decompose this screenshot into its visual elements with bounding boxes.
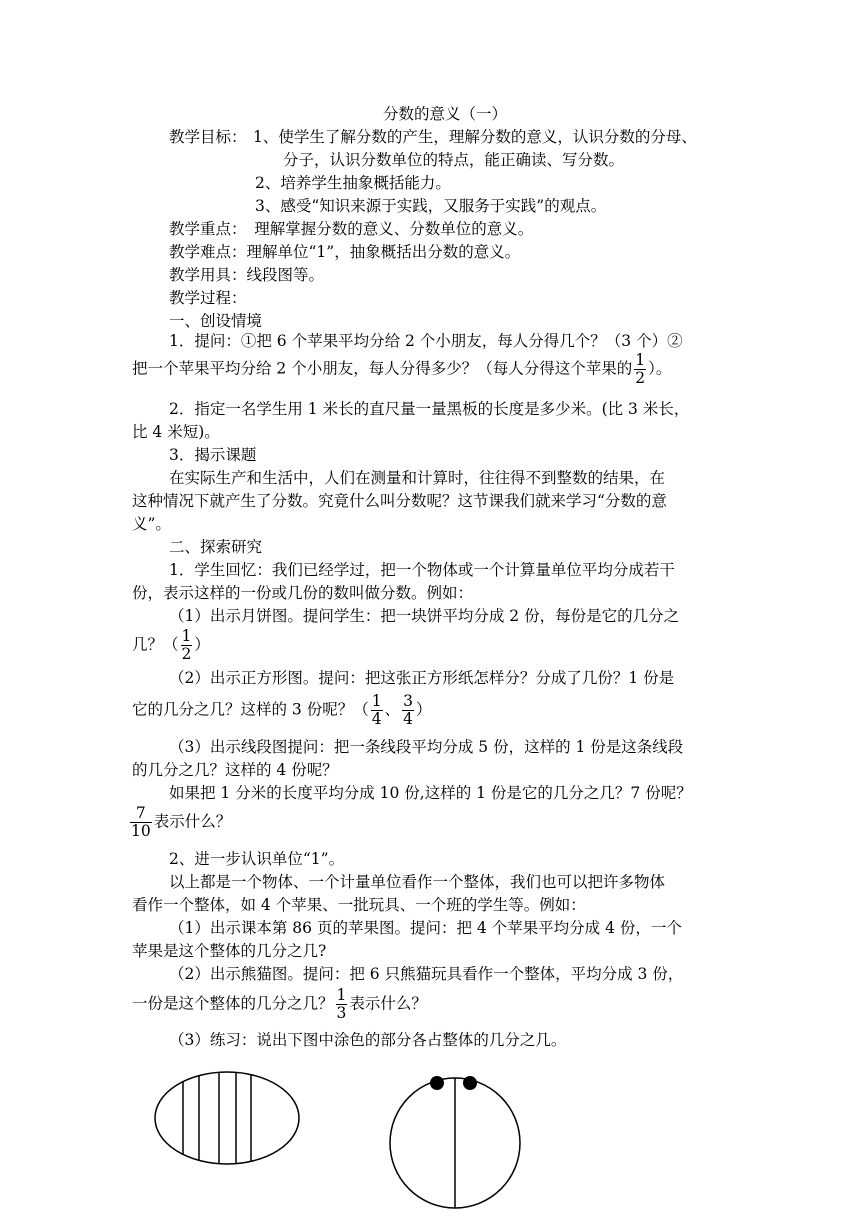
circle-figure	[390, 1076, 520, 1208]
page-title: 分数的意义（一）	[383, 105, 508, 123]
s2-ex1-line1: （1）出示月饼图。提问学生：把一块饼平均分成 2 份，每份是它的几分之	[169, 607, 680, 625]
s2-ex3-line1: （3）出示线段图提问：把一条线段平均分成 5 份，这样的 1 份是这条线段	[169, 738, 684, 756]
goals-label: 教学目标：	[169, 128, 247, 146]
fraction-numerator: 1	[635, 351, 646, 369]
fraction-numerator: 1	[336, 986, 347, 1004]
s2-apple-line1: （1）出示课本第 86 页的苹果图。提问：把 4 个苹果平均分成 4 份，一个	[169, 919, 682, 937]
s2-ex1-end: ）	[194, 635, 210, 654]
s2-ex2-line1: （2）出示正方形图。提问：把这张正方形纸怎样分？分成了几份？1 份是	[169, 669, 675, 687]
ellipse-figure	[155, 1072, 299, 1164]
s2-panda-line1: （2）出示熊猫图。提问：把 6 只熊猫玩具看作一个整体，平均分成 3 份，	[169, 965, 684, 983]
s1-q1-end: ）。	[648, 359, 672, 378]
s2-unit-para-1: 以上都是一个物体、一个计量单位看作一个整体，我们也可以把许多物体	[169, 873, 666, 891]
s2-ex4-text: 表示什么？	[153, 812, 232, 831]
fraction-numerator: 3	[403, 692, 413, 710]
s2-unit-heading: 2、进一步认识单位“1”。	[169, 850, 345, 868]
s2-ex2-end: ）	[415, 700, 432, 719]
s2-panda-text: 一份是这个整体的几分之几？	[132, 994, 334, 1013]
s2-exercise: （3）练习：说出下图中涂色的部分各占整体的几分之几。	[169, 1031, 567, 1049]
goal-3: 3、感受“知识来源于实践，又服务于实践”的观点。	[255, 197, 607, 215]
s2-ex4-line1: 如果把 1 分米的长度平均分成 10 份,这样的 1 份是它的几分之几？7 份呢？	[169, 784, 692, 802]
s2-recall-1: 1．学生回忆：我们已经学过，把一个物体或一个计算量单位平均分成若干	[169, 561, 675, 579]
ellipse-outline	[155, 1072, 299, 1164]
s1-q1-line1: 1．提问：①把 6 个苹果平均分给 2 个小朋友，每人分得几个？（3 个）②	[169, 332, 683, 350]
s2-ex3-line2: 的几分之几？这样的 4 份呢？	[132, 761, 338, 779]
fraction-numerator: 1	[181, 627, 192, 645]
s2-panda-end: 表示什么？	[349, 994, 427, 1013]
fraction-numerator: 1	[371, 692, 382, 710]
s1-para-3: 义”。	[132, 515, 171, 533]
key-point: 教学重点： 理解掌握分数的意义、分数单位的意义。	[169, 220, 534, 238]
s2-ex2-text: 它的几分之几？这样的 3 份呢？（	[132, 700, 369, 719]
teaching-tools: 教学用具：线段图等。	[169, 266, 325, 284]
filled-dot	[430, 1076, 444, 1090]
s1-para-2: 这种情况下就产生了分数。究竟什么叫分数呢？这节课我们就来学习“分数的意	[132, 492, 667, 510]
fraction-denominator: 2	[181, 645, 192, 663]
fraction-numerator: 7	[130, 805, 152, 823]
goal-2: 2、培养学生抽象概括能力。	[255, 174, 451, 192]
fraction-separator: 、	[384, 700, 401, 719]
fraction-denominator: 2	[635, 369, 646, 387]
s1-q2-line1: 2．指定一名学生用 1 米长的直尺量一量黑板的长度是多少米。(比 3 米长，	[169, 400, 690, 418]
difficulty: 教学难点：理解单位“1”，抽象概括出分数的意义。	[169, 243, 521, 261]
filled-dot	[463, 1076, 477, 1090]
fraction-denominator: 3	[336, 1004, 347, 1022]
s1-q3: 3．揭示课题	[169, 446, 257, 464]
s2-recall-2: 份，表示这样的一份或几份的数叫做分数。例如：	[132, 584, 474, 602]
s2-unit-para-2: 看作一个整体，如 4 个苹果、一批玩具、一个班的学生等。例如：	[132, 896, 586, 914]
process-label: 教学过程：	[169, 289, 247, 307]
s1-q1-text: 把一个苹果平均分给 2 个小朋友，每人分得多少？（每人分得这个苹果的	[132, 359, 633, 378]
s1-q2-line2: 比 4 米短)。	[132, 423, 220, 441]
section-1-heading: 一、创设情境	[169, 312, 263, 330]
fraction-denominator: 4	[371, 710, 382, 728]
goal-1a: 1、使学生了解分数的产生，理解分数的意义，认识分数的分母、	[253, 128, 697, 146]
section-2-heading: 二、探索研究	[169, 538, 263, 556]
s2-apple-line2: 苹果是这个整体的几分之几?	[132, 942, 327, 960]
fraction-denominator: 4	[403, 710, 413, 728]
fraction-denominator: 10	[131, 822, 151, 840]
goal-1b: 分子，认识分数单位的特点，能正确读、写分数。	[283, 151, 625, 169]
s2-ex1-text: 几？（	[132, 635, 179, 654]
s1-para-1: 在实际生产和生活中，人们在测量和计算时，往往得不到整数的结果，在	[169, 469, 666, 487]
